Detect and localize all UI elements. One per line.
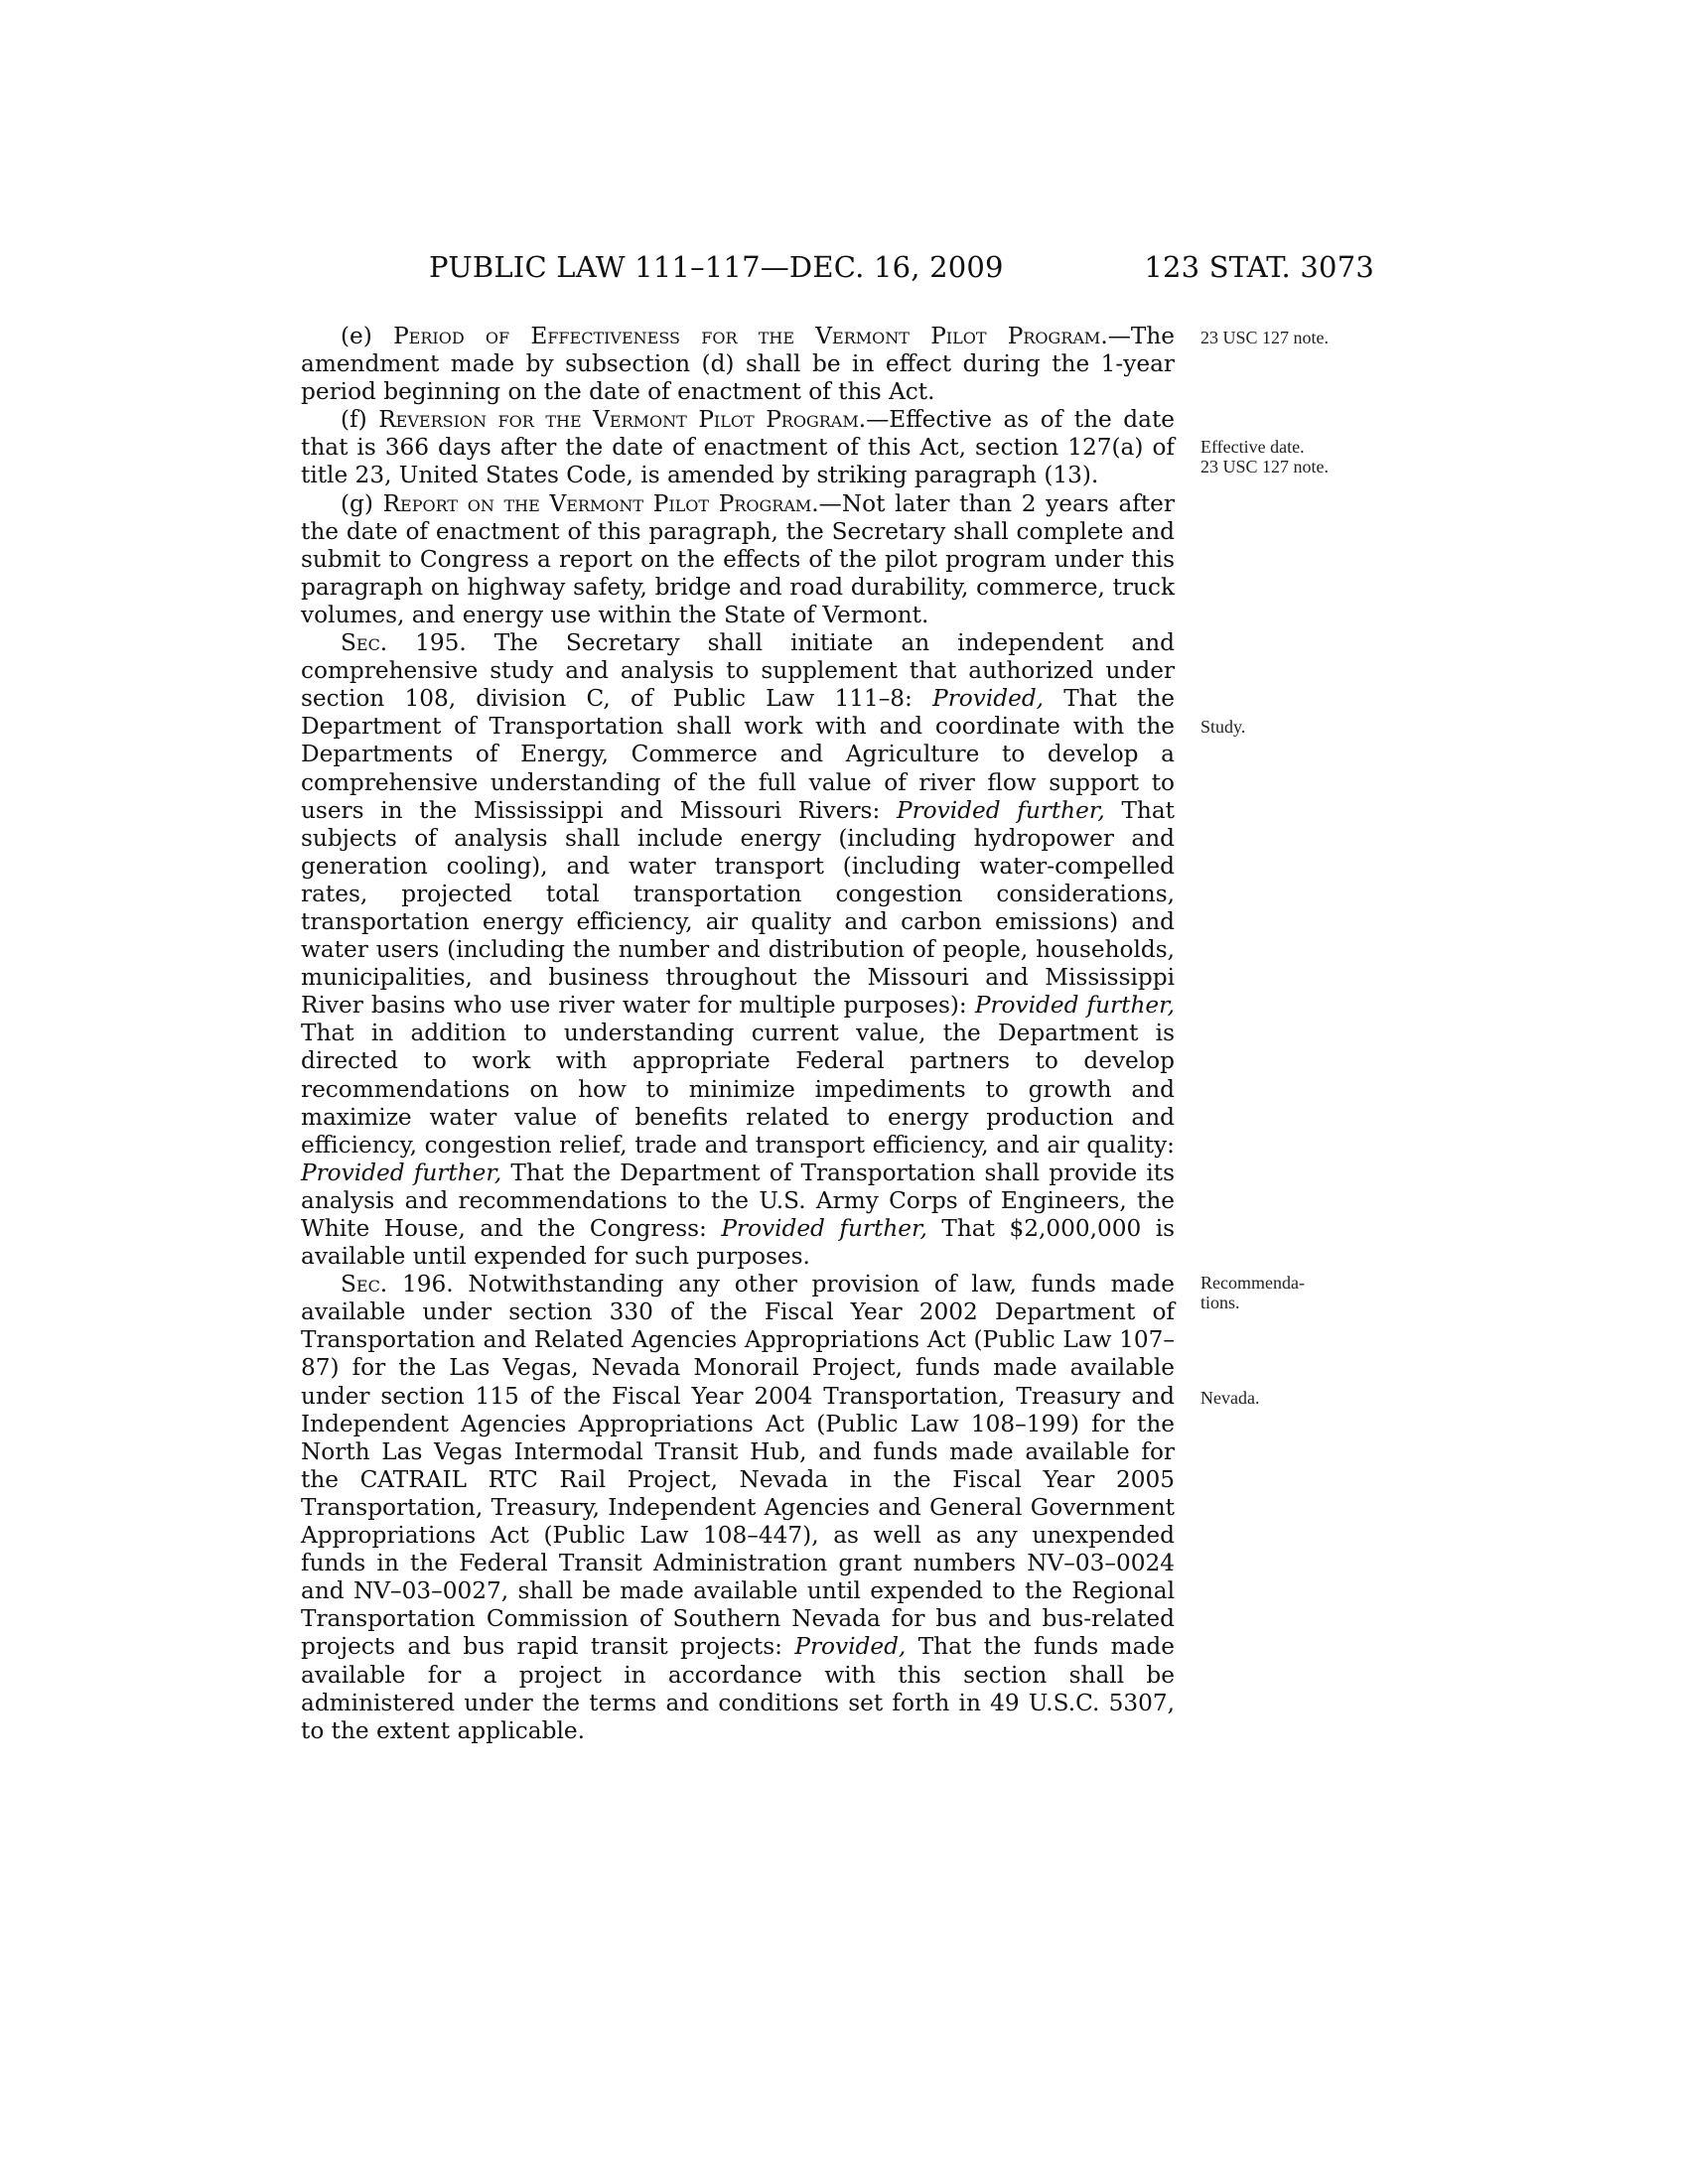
margin-note-line: 23 USC 127 note. (1200, 457, 1330, 477)
body-text (301, 323, 1175, 1745)
section-196 (301, 1271, 1175, 1745)
section-text: 195. The Secretary shall initiate an independent and comprehensive study and analysis to supplement that authorized under section 108, division C, of Public Law 111–8: (301, 629, 1175, 713)
paragraph-g (301, 490, 1175, 629)
section-label: Sec. (341, 629, 388, 657)
margin-note-line: Effective date. (1200, 437, 1305, 457)
paragraph-f (301, 406, 1175, 489)
margin-note-23-usc-127-note: 23 USC 127 note. (1200, 328, 1330, 347)
margin-note-effective-date (1200, 437, 1329, 477)
running-head: PUBLIC LAW 111–117—DEC. 16, 2009 (429, 250, 1004, 284)
paragraph-heading: Report on the Vermont Pilot Program. (382, 489, 819, 517)
paragraph-enum: (f) (341, 406, 379, 434)
margin-note-nevada: Nevada. (1200, 1388, 1260, 1408)
margin-note-recommendations (1200, 1273, 1305, 1312)
paragraph-enum: (g) (341, 489, 383, 517)
paragraph-text: —Not later than 2 years after the date of enactment of this paragraph, the Secretary shall complete and submit to Congress a report on the effects of the pilot program under this paragraph on highway safety, bridge and road durability, commerce, truck volumes, and energy use within the State of Vermont. (301, 489, 1175, 628)
proviso: Provided, (932, 685, 1045, 713)
proviso: Provided further, (301, 1159, 502, 1186)
section-text: That subjects of analysis shall include energy (including hydropower and generation cooling), and water transport (including water-compelled rates, projected total transportation congestion considerations, transportation energy efficiency, air quality and carbon emissions) and water users (including the number and distribution of people, households, municipalities, and business throughout the Missouri and Mississippi River basins who use river water for multiple purposes): (301, 796, 1176, 1020)
paragraph-heading: Reversion for the Vermont Pilot Program. (378, 406, 867, 434)
proviso: Provided further, (896, 796, 1105, 824)
proviso: Provided further, (721, 1215, 927, 1242)
section-text: That the Department of Transportation shall provide its analysis and recommendations to the U.S. Army Corps of Engineers, the White House, and the Congress: (301, 1159, 1176, 1242)
paragraph-heading: Period of Effectiveness for the Vermont Pilot Program. (393, 323, 1108, 349)
section-text: That $2,000,000 is available until expended for such purposes. (301, 1215, 1176, 1271)
section-text: 196. Notwithstanding any other provision of law, funds made available under section 330 of the Fiscal Year 2002 Department of Transportation and Related Agencies Appropriations Act (Public Law 107–87) for the Las Vegas, Nevada Monorail Project, funds made available under section 115 of the Fiscal Year 2004 Transportation, Treasury and Independent Agencies Appropriations Act (Public Law 108–199) for the North Las Vegas Intermodal Transit Hub, and funds made available for the CATRAIL RTC Rail Project, Nevada in the Fiscal Year 2005 Transportation, Treasury, Independent Agencies and General Government Appropriations Act (Public Law 108–447), as well as any unexpended funds in the Federal Transit Administration grant numbers NV–03–0024 and NV–03–0027, shall be made available until expended to the Regional Transportation Commission of Southern Nevada for bus and bus-related projects and bus rapid transit projects: (301, 1271, 1175, 1661)
section-text: That the Department of Transportation shall work with and coordinate with the Departments of Energy, Commerce and Agriculture to develop a comprehensive understanding of the full value of river flow support to users in the Mississippi and Missouri Rivers: (301, 685, 1175, 824)
page-header (429, 250, 1374, 290)
section-label: Sec. (341, 1271, 388, 1298)
statute-citation: 123 STAT. 3073 (1144, 250, 1374, 284)
margin-note-line: tions. (1200, 1293, 1240, 1312)
proviso: Provided, (794, 1633, 907, 1661)
paragraph-text: —Effective as of the date that is 366 days after the date of enactment of this Act, section 127(a) of title 23, United States Code, is amended by striking paragraph (13). (301, 406, 1175, 489)
paragraph-e (301, 323, 1175, 406)
section-195 (301, 629, 1175, 1271)
margin-note-line: Recommenda- (1200, 1273, 1305, 1293)
paragraph-enum: (e) (341, 323, 394, 349)
paragraph-text: —The amendment made by subsection (d) shall be in effect during the 1-year period beginning on the date of enactment of this Act. (301, 323, 1176, 406)
proviso: Provided further, (974, 992, 1176, 1020)
section-text: That in addition to understanding current value, the Department is directed to work with appropriate Federal partners to develop recommendations on how to minimize impediments to growth and maximize water value of benefits related to energy production and efficiency, congestion relief, trade and transport efficiency, and air quality: (301, 1020, 1175, 1159)
margin-note-study: Study. (1200, 717, 1246, 737)
section-text: That the funds made available for a project in accordance with this section shall be administered under the terms and conditions set forth in 49 U.S.C. 5307, to the extent applicable. (301, 1633, 1176, 1744)
